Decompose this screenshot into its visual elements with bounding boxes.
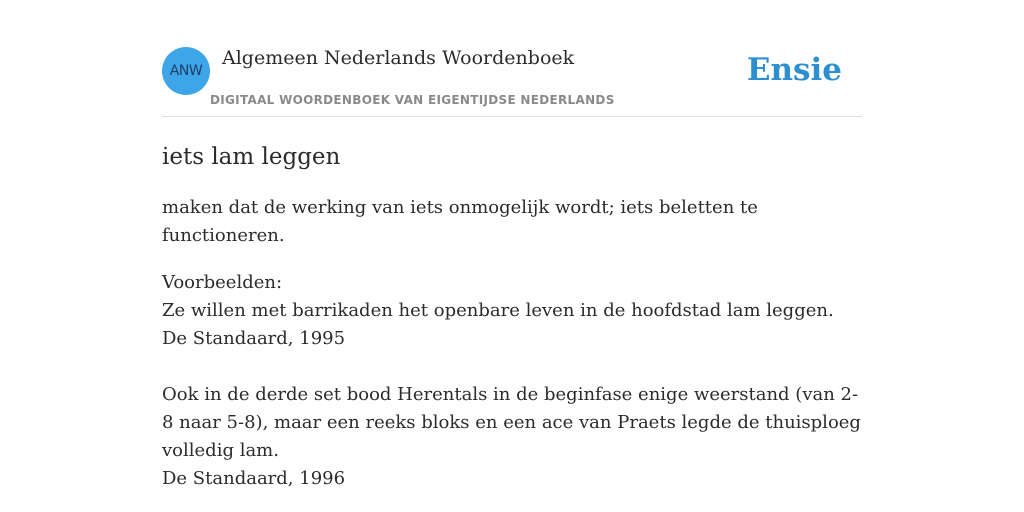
anw-logo[interactable]	[162, 47, 210, 95]
example-text: Ze willen met barrikaden het openbare leven in de hoofdstad lam leggen.	[162, 300, 834, 321]
example-item	[162, 297, 862, 353]
entry-definition: maken dat de werking van iets onmogelijk wordt; iets beletten te functioneren.	[162, 197, 758, 246]
example-item	[162, 381, 862, 493]
example-text: Ook in de derde set bood Herentals in de beginfase enige weerstand (van 2-8 naar 5-8), maar een reeks bloks en een ace van Praets legde de thuisploeg volledig lam.	[162, 384, 861, 461]
example-source: De Standaard, 1996	[162, 468, 346, 489]
card-header	[162, 46, 862, 117]
site-subtitle: DIGITAAL WOORDENBOEK VAN EIGENTIJDSE NEDERLANDS	[210, 93, 615, 107]
site-title[interactable]: Algemeen Nederlands Woordenboek	[222, 47, 575, 69]
examples-label: Voorbeelden:	[162, 272, 283, 293]
examples-section	[162, 269, 862, 493]
example-source: De Standaard, 1995	[162, 328, 346, 349]
logo-text: ANW	[169, 63, 203, 79]
entry-term: iets lam leggen	[162, 144, 341, 170]
dictionary-card	[162, 46, 862, 493]
ensie-brand-logo[interactable]: Ensie	[746, 52, 842, 88]
